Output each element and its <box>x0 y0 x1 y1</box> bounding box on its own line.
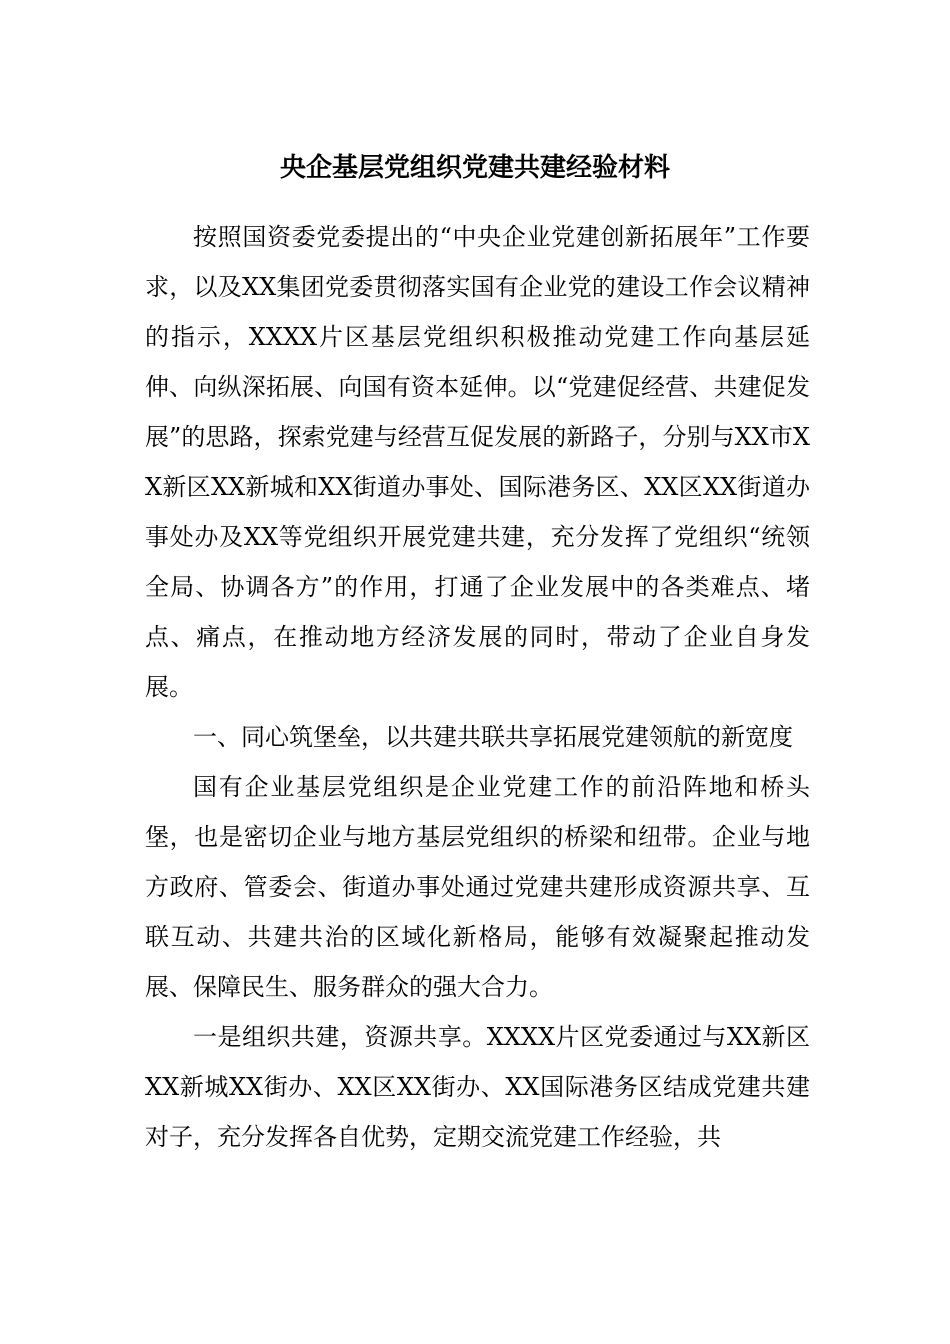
document-title: 央企基层党组织党建共建经验材料 <box>279 153 670 183</box>
document-body <box>145 212 810 1162</box>
section-heading-1: 一、同心筑堡垒，以共建共联共享拓展党建领航的新宽度 <box>193 723 793 751</box>
paragraph-section-1: 国有企业基层党组织是企业党建工作的前沿阵地和桥头堡，也是密切企业与地方基层党组织的桥梁和纽带。企业与地方政府、管委会、街道办事处通过党建共建形成资源共享、互联互动、共建共治的区域化新格局，能够有效凝聚起推动发展、保障民生、服务群众的强大合力。 <box>145 773 810 1001</box>
paragraph-intro: 按照国资委党委提出的“中央企业党建创新拓展年”工作要求，以及XX集团党委贯彻落实国有企业党的建设工作会议精神的指示，XXXX片区基层党组织积极推动党建工作向基层延伸、向纵深拓展、向国有资本延伸。以“党建促经营、共建促发展”的思路，探索党建与经营互促发展的新路子，分别与XX市XX新区XX新城和XX街道办事处、国际港务区、XX区XX街道办事处办及XX等党组织开展党建共建，充分发挥了党组织“统领全局、协调各方”的作用，打通了企业发展中的各类难点、堵点、痛点，在推动地方经济发展的同时，带动了企业自身发展。 <box>145 223 810 701</box>
paragraph-organization-cobuild: 一是组织共建，资源共享。XXXX片区党委通过与XX新区XX新城XX街办、XX区XX街办、XX国际港务区结成党建共建对子，充分发挥各自优势，定期交流党建工作经验，共 <box>145 1023 810 1151</box>
